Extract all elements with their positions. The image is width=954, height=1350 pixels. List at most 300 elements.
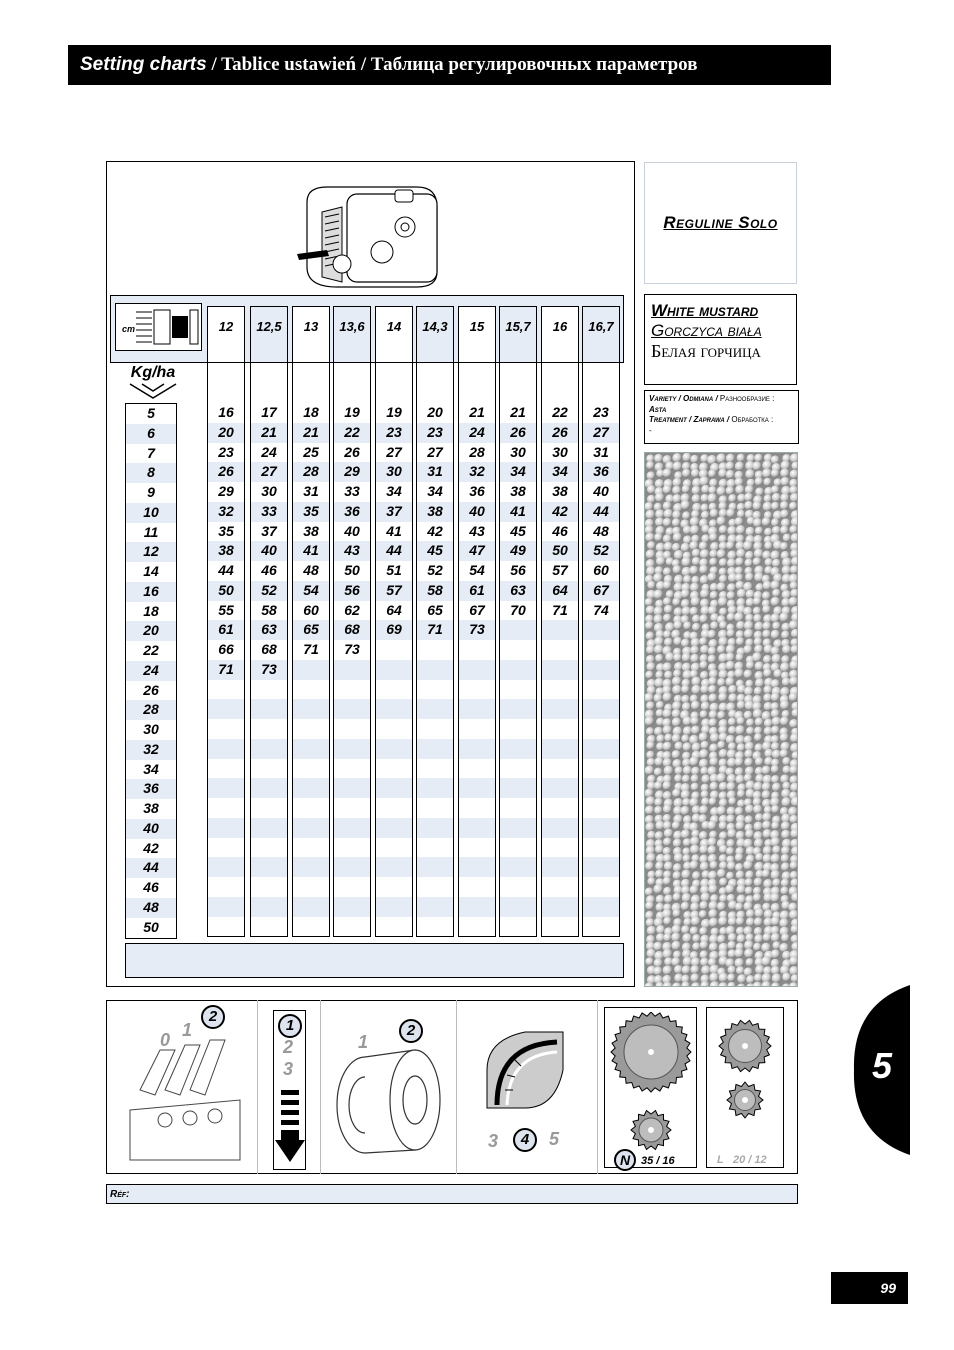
table-cell: 32 bbox=[459, 462, 495, 482]
table-cell: 74 bbox=[593, 601, 609, 618]
table-cell: 54 bbox=[293, 581, 329, 601]
table-cell: 52 bbox=[583, 541, 619, 561]
table-cell bbox=[293, 699, 329, 719]
table-cell bbox=[208, 778, 244, 798]
table-cell bbox=[500, 759, 536, 779]
table-cell bbox=[542, 640, 578, 660]
table-cell: 61 bbox=[459, 581, 495, 601]
table-cell bbox=[500, 857, 536, 877]
table-cell bbox=[251, 719, 287, 739]
table-cell: 16 bbox=[218, 404, 234, 420]
table-cell: 38 bbox=[417, 502, 453, 522]
setting-column bbox=[375, 306, 413, 937]
seeds-texture bbox=[645, 453, 798, 987]
table-cell: 52 bbox=[251, 581, 287, 601]
grey-number: 3 bbox=[488, 1131, 499, 1151]
setting-column bbox=[333, 306, 371, 937]
table-cell bbox=[376, 778, 412, 798]
table-cell bbox=[293, 739, 329, 759]
table-cell bbox=[542, 917, 578, 937]
table-cell: 30 bbox=[552, 443, 568, 460]
page-header bbox=[68, 45, 831, 85]
treatment-value: - bbox=[649, 425, 652, 435]
table-cell bbox=[334, 660, 370, 680]
table-cell bbox=[459, 857, 495, 877]
column-header: 16,7 bbox=[583, 307, 619, 363]
table-cell: 21 bbox=[469, 404, 485, 420]
table-cell bbox=[376, 759, 412, 779]
table-cell: 36 bbox=[334, 502, 370, 522]
down-arrow-icon bbox=[126, 382, 180, 400]
rate-cell: 6 bbox=[126, 424, 176, 444]
table-cell: 38 bbox=[303, 522, 319, 539]
table-cell: 47 bbox=[459, 541, 495, 561]
table-cell: 44 bbox=[583, 502, 619, 522]
table-cell: 43 bbox=[469, 522, 485, 539]
table-cell: 38 bbox=[552, 483, 568, 499]
table-cell: 63 bbox=[251, 620, 287, 640]
table-cell bbox=[334, 838, 370, 858]
table-cell bbox=[293, 818, 329, 838]
table-cell bbox=[542, 660, 578, 680]
setting-column bbox=[458, 306, 496, 937]
table-cell bbox=[542, 759, 578, 779]
table-cell: 73 bbox=[344, 641, 360, 657]
table-cell: 37 bbox=[261, 522, 277, 539]
table-cell: 33 bbox=[344, 483, 360, 499]
grey-number: 1 bbox=[182, 1020, 193, 1040]
table-cell bbox=[542, 620, 578, 640]
table-cell bbox=[583, 759, 619, 779]
crop-box bbox=[644, 294, 797, 385]
divider bbox=[320, 1000, 321, 1174]
table-cell: 73 bbox=[459, 620, 495, 640]
table-cell: 71 bbox=[417, 620, 453, 640]
setting-column bbox=[582, 306, 620, 937]
table-cell: 50 bbox=[542, 541, 578, 561]
table-cell bbox=[376, 640, 412, 660]
table-cell bbox=[459, 739, 495, 759]
gear-n-ratio: 35 / 16 bbox=[641, 1155, 675, 1167]
table-cell: 24 bbox=[261, 443, 277, 460]
table-cell: 21 bbox=[293, 423, 329, 443]
table-cell bbox=[459, 640, 495, 660]
table-cell: 36 bbox=[469, 483, 485, 499]
page-number: 99 bbox=[831, 1272, 908, 1304]
table-cell bbox=[542, 818, 578, 838]
table-cell bbox=[417, 739, 453, 759]
rate-cell: 50 bbox=[143, 918, 159, 935]
table-cell: 23 bbox=[376, 423, 412, 443]
table-cell bbox=[500, 660, 536, 680]
table-cell bbox=[459, 818, 495, 838]
table-cell: 46 bbox=[261, 562, 277, 578]
rate-cell: 46 bbox=[143, 879, 159, 895]
table-cell: 64 bbox=[386, 601, 402, 618]
table-cell: 38 bbox=[208, 541, 244, 561]
grey-number: 5 bbox=[549, 1129, 560, 1149]
column-header: 16 bbox=[542, 307, 578, 363]
table-cell: 43 bbox=[334, 541, 370, 561]
gear-n-marker: N bbox=[614, 1149, 636, 1171]
table-cell bbox=[251, 759, 287, 779]
rate-cell: 11 bbox=[143, 523, 159, 540]
table-cell: 41 bbox=[293, 541, 329, 561]
table-cell: 26 bbox=[500, 423, 536, 443]
rate-cell: 26 bbox=[143, 681, 159, 698]
table-cell bbox=[500, 719, 536, 739]
table-cell bbox=[459, 798, 495, 818]
table-cell: 27 bbox=[251, 462, 287, 482]
table-cell bbox=[500, 798, 536, 818]
table-cell bbox=[208, 857, 244, 877]
column-header: 13 bbox=[293, 307, 329, 363]
table-cell bbox=[208, 719, 244, 739]
table-cell bbox=[376, 739, 412, 759]
table-cell bbox=[417, 778, 453, 798]
table-cell bbox=[293, 680, 329, 700]
table-cell bbox=[542, 778, 578, 798]
divider bbox=[597, 1000, 598, 1174]
table-cell: 20 bbox=[208, 423, 244, 443]
table-cell bbox=[334, 680, 370, 700]
table-cell: 27 bbox=[427, 443, 443, 460]
table-cell bbox=[376, 857, 412, 877]
table-cell bbox=[542, 897, 578, 917]
kg-per-ha-label: Kg/ha bbox=[130, 364, 176, 381]
rate-cell: 44 bbox=[126, 858, 176, 878]
table-cell: 18 bbox=[303, 404, 319, 420]
rate-cell: 32 bbox=[126, 740, 176, 760]
column-header: 15,7 bbox=[500, 307, 536, 363]
table-cell bbox=[376, 897, 412, 917]
table-cell: 19 bbox=[344, 404, 360, 420]
table-cell bbox=[208, 838, 244, 858]
table-cell: 41 bbox=[500, 502, 536, 522]
table-cell bbox=[417, 917, 453, 937]
table-cell: 62 bbox=[344, 601, 360, 618]
treatment-label-ru: Обработка : bbox=[731, 415, 774, 424]
table-cell bbox=[334, 897, 370, 917]
table-cell bbox=[376, 719, 412, 739]
table-cell bbox=[251, 857, 287, 877]
table-cell bbox=[459, 838, 495, 858]
table-cell: 66 bbox=[218, 641, 234, 657]
table-cell: 67 bbox=[469, 601, 485, 618]
divider bbox=[456, 1000, 457, 1174]
table-cell bbox=[417, 897, 453, 917]
table-cell: 37 bbox=[376, 502, 412, 522]
table-cell: 65 bbox=[293, 620, 329, 640]
rate-cell: 8 bbox=[126, 463, 176, 483]
table-cell bbox=[583, 897, 619, 917]
table-cell bbox=[583, 877, 619, 897]
table-cell bbox=[542, 719, 578, 739]
table-cell bbox=[500, 640, 536, 660]
table-cell bbox=[334, 699, 370, 719]
table-cell: 27 bbox=[386, 443, 402, 460]
table-cell: 64 bbox=[542, 581, 578, 601]
table-cell bbox=[376, 660, 412, 680]
table-cell: 49 bbox=[500, 541, 536, 561]
table-cell bbox=[417, 818, 453, 838]
table-cell bbox=[583, 778, 619, 798]
step-4-marker: 4 bbox=[513, 1128, 537, 1152]
tractor-wheel-icon bbox=[116, 304, 201, 350]
table-cell bbox=[417, 759, 453, 779]
grey-number: 0 bbox=[160, 1030, 171, 1050]
gate-lever-illustration bbox=[120, 1020, 250, 1170]
table-cell bbox=[459, 897, 495, 917]
rate-cell: 5 bbox=[147, 405, 155, 421]
step-1-marker: 1 bbox=[278, 1014, 302, 1038]
rate-cell: 36 bbox=[126, 779, 176, 799]
reference-label: Réf: bbox=[110, 1189, 130, 1200]
table-cell: 33 bbox=[251, 502, 287, 522]
table-cell bbox=[583, 660, 619, 680]
reference-bar bbox=[106, 1184, 798, 1204]
table-cell: 31 bbox=[303, 483, 319, 499]
drive-wheel-illustration bbox=[330, 1040, 450, 1165]
table-cell: 32 bbox=[208, 502, 244, 522]
table-cell bbox=[583, 857, 619, 877]
table-cell: 48 bbox=[303, 562, 319, 578]
table-cell: 34 bbox=[427, 483, 443, 499]
table-cell bbox=[500, 699, 536, 719]
setting-column bbox=[292, 306, 330, 937]
table-cell: 36 bbox=[583, 462, 619, 482]
table-cell: 42 bbox=[427, 522, 443, 539]
seed-metering-unit-illustration bbox=[297, 172, 447, 297]
rate-column bbox=[125, 403, 177, 939]
table-cell: 19 bbox=[386, 404, 402, 420]
table-cell bbox=[293, 778, 329, 798]
setting-column bbox=[541, 306, 579, 937]
table-cell bbox=[459, 877, 495, 897]
table-cell bbox=[417, 719, 453, 739]
table-cell bbox=[293, 838, 329, 858]
treatment-label: Treatment / Zaprawa / bbox=[649, 415, 732, 424]
table-cell bbox=[542, 838, 578, 858]
table-cell: 48 bbox=[593, 522, 609, 539]
table-cell bbox=[293, 660, 329, 680]
table-cell bbox=[417, 640, 453, 660]
step-2-marker: 2 bbox=[201, 1005, 225, 1029]
chapter-number: 5 bbox=[872, 1045, 893, 1086]
table-cell: 40 bbox=[459, 502, 495, 522]
rate-cell: 16 bbox=[126, 582, 176, 602]
table-cell: 22 bbox=[552, 404, 568, 420]
table-cell: 23 bbox=[218, 443, 234, 460]
column-header: 14 bbox=[376, 307, 412, 363]
table-cell bbox=[500, 680, 536, 700]
table-cell bbox=[334, 739, 370, 759]
rate-cell: 42 bbox=[143, 839, 159, 856]
table-cell: 58 bbox=[261, 601, 277, 618]
table-cell: 45 bbox=[417, 541, 453, 561]
table-cell bbox=[500, 838, 536, 858]
table-cell bbox=[583, 719, 619, 739]
table-cell: 54 bbox=[469, 562, 485, 578]
table-cell: 34 bbox=[542, 462, 578, 482]
column-header: 14,3 bbox=[417, 307, 453, 363]
gauge-dial-illustration bbox=[485, 1030, 565, 1110]
table-cell bbox=[583, 818, 619, 838]
table-cell bbox=[459, 660, 495, 680]
table-cell: 27 bbox=[583, 423, 619, 443]
setting-column bbox=[416, 306, 454, 937]
rate-cell: 40 bbox=[126, 819, 176, 839]
table-cell: 26 bbox=[344, 443, 360, 460]
table-cell bbox=[208, 917, 244, 937]
table-cell: 38 bbox=[510, 483, 526, 499]
table-cell bbox=[208, 759, 244, 779]
table-cell bbox=[500, 917, 536, 937]
table-cell bbox=[208, 699, 244, 719]
table-cell: 35 bbox=[218, 522, 234, 539]
table-cell bbox=[542, 798, 578, 818]
table-cell: 29 bbox=[218, 483, 234, 499]
table-cell bbox=[208, 680, 244, 700]
table-cell bbox=[251, 739, 287, 759]
rate-cell: 20 bbox=[126, 621, 176, 641]
table-cell: 21 bbox=[251, 423, 287, 443]
table-cell: 30 bbox=[376, 462, 412, 482]
crop-name-en: White mustard bbox=[651, 301, 759, 320]
grey-number: 1 bbox=[358, 1032, 369, 1052]
rate-cell: 14 bbox=[143, 563, 159, 579]
step-2-marker: 2 bbox=[399, 1019, 423, 1043]
table-cell: 56 bbox=[334, 581, 370, 601]
table-cell: 42 bbox=[542, 502, 578, 522]
table-cell bbox=[334, 857, 370, 877]
table-cell bbox=[251, 877, 287, 897]
table-cell: 25 bbox=[303, 443, 319, 460]
table-cell bbox=[583, 620, 619, 640]
table-cell bbox=[459, 699, 495, 719]
table-cell bbox=[417, 877, 453, 897]
table-cell: 23 bbox=[417, 423, 453, 443]
table-cell: 71 bbox=[552, 601, 568, 618]
table-cell: 68 bbox=[261, 641, 277, 657]
svg-text:cm: cm bbox=[122, 324, 136, 334]
table-cell bbox=[459, 778, 495, 798]
table-cell bbox=[376, 838, 412, 858]
variety-value: Asta bbox=[649, 404, 667, 414]
rate-cell: 10 bbox=[126, 503, 176, 523]
rate-cell: 48 bbox=[126, 898, 176, 918]
table-cell bbox=[293, 917, 329, 937]
table-cell: 28 bbox=[469, 443, 485, 460]
table-cell bbox=[293, 877, 329, 897]
table-cell bbox=[500, 778, 536, 798]
rate-cell: 24 bbox=[126, 661, 176, 681]
table-cell bbox=[251, 699, 287, 719]
table-cell: 17 bbox=[261, 404, 277, 420]
table-cell: 21 bbox=[510, 404, 526, 420]
table-cell: 71 bbox=[303, 641, 319, 657]
table-cell bbox=[500, 818, 536, 838]
table-cell bbox=[334, 759, 370, 779]
grey-number: 3 bbox=[283, 1059, 294, 1079]
table-cell bbox=[417, 798, 453, 818]
table-cell: 51 bbox=[386, 562, 402, 578]
table-cell bbox=[208, 739, 244, 759]
table-cell bbox=[251, 818, 287, 838]
table-cell bbox=[417, 660, 453, 680]
table-cell: 69 bbox=[376, 620, 412, 640]
rate-cell: 7 bbox=[147, 444, 155, 461]
table-cell bbox=[251, 778, 287, 798]
table-cell: 40 bbox=[593, 483, 609, 499]
table-cell bbox=[251, 917, 287, 937]
table-cell: 60 bbox=[593, 562, 609, 578]
table-cell bbox=[459, 917, 495, 937]
table-cell: 29 bbox=[334, 462, 370, 482]
table-cell: 57 bbox=[376, 581, 412, 601]
table-cell: 31 bbox=[417, 462, 453, 482]
table-cell bbox=[583, 640, 619, 660]
gear-l-ratio: 20 / 12 bbox=[733, 1154, 767, 1166]
table-cell bbox=[208, 877, 244, 897]
table-cell bbox=[251, 897, 287, 917]
rate-cell: 9 bbox=[147, 484, 155, 500]
product-box bbox=[644, 162, 797, 284]
table-cell: 50 bbox=[208, 581, 244, 601]
table-cell bbox=[334, 798, 370, 818]
table-cell bbox=[251, 838, 287, 858]
table-cell: 34 bbox=[386, 483, 402, 499]
table-cell bbox=[376, 877, 412, 897]
table-cell bbox=[417, 699, 453, 719]
header-title-translations: / Tablice ustawień / Таблица регулировочных параметров bbox=[206, 54, 698, 75]
table-cell: 65 bbox=[427, 601, 443, 618]
table-cell bbox=[583, 798, 619, 818]
table-cell: 30 bbox=[510, 443, 526, 460]
table-cell bbox=[542, 739, 578, 759]
table-cell: 70 bbox=[510, 601, 526, 618]
divider bbox=[257, 1000, 258, 1174]
column-header: 13,6 bbox=[334, 307, 370, 363]
table-cell: 50 bbox=[344, 562, 360, 578]
table-cell: 26 bbox=[208, 462, 244, 482]
product-name: Reguline Solo bbox=[663, 213, 778, 232]
table-cell bbox=[293, 798, 329, 818]
table-cell bbox=[417, 838, 453, 858]
rate-cell: 34 bbox=[143, 760, 159, 777]
column-header: 15 bbox=[459, 307, 495, 363]
table-cell: 28 bbox=[293, 462, 329, 482]
table-cell: 24 bbox=[459, 423, 495, 443]
rate-cell: 12 bbox=[126, 542, 176, 562]
table-cell: 40 bbox=[251, 541, 287, 561]
grey-number: 2 bbox=[283, 1037, 294, 1057]
crop-name-pl: Gorczyca biała bbox=[651, 321, 762, 340]
table-cell bbox=[376, 699, 412, 719]
table-cell bbox=[583, 917, 619, 937]
table-cell: 44 bbox=[218, 562, 234, 578]
header-title-en: Setting charts bbox=[80, 54, 207, 75]
table-cell bbox=[208, 897, 244, 917]
table-cell bbox=[417, 857, 453, 877]
rate-cell: 30 bbox=[143, 721, 159, 737]
table-cell: 26 bbox=[542, 423, 578, 443]
table-cell bbox=[459, 680, 495, 700]
variety-label-ru: Разнообразие : bbox=[719, 394, 775, 403]
rate-cell: 18 bbox=[143, 602, 159, 619]
table-cell bbox=[251, 680, 287, 700]
crop-name-ru: Белая горчица bbox=[651, 341, 761, 361]
